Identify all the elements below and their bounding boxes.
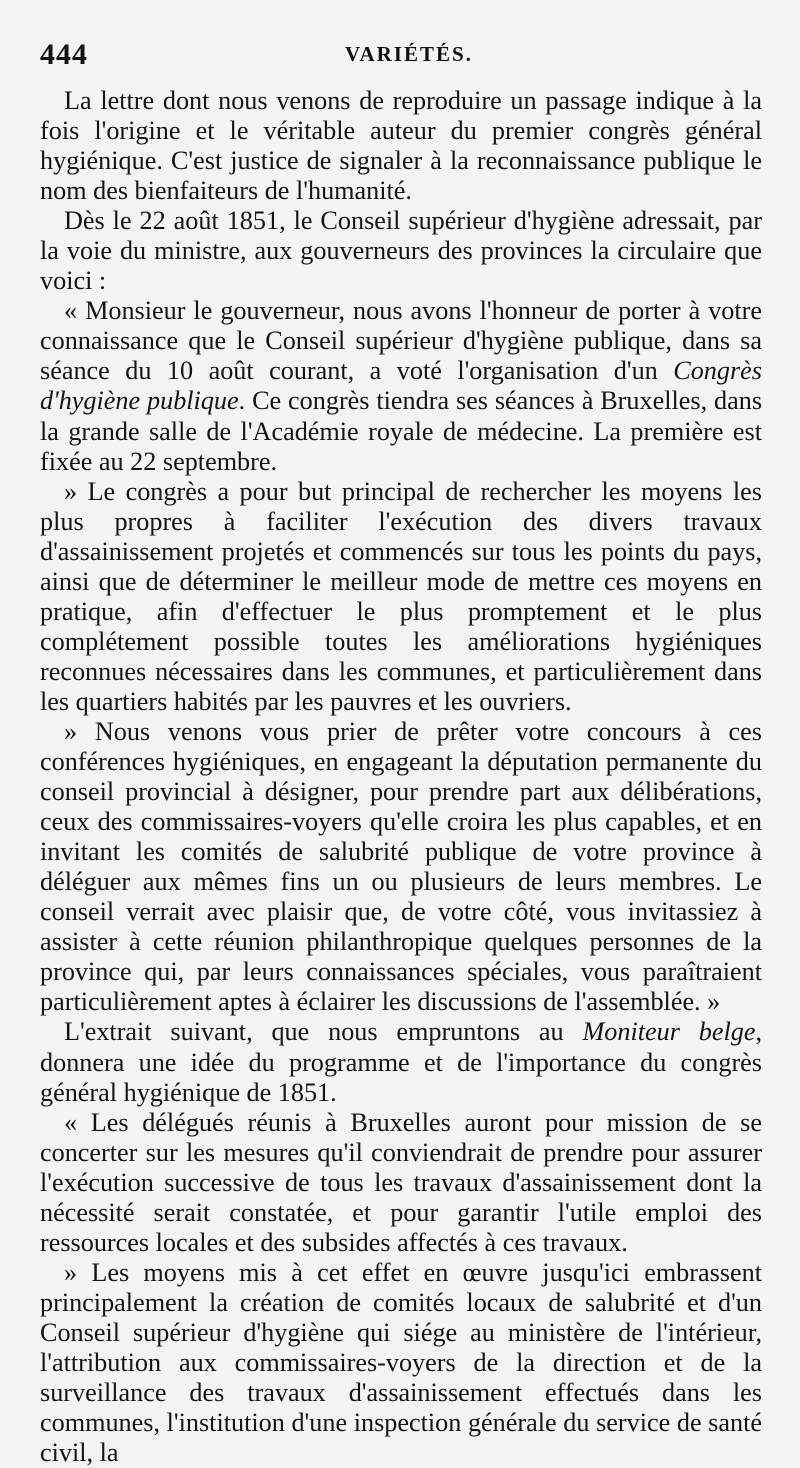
paragraph-6-italic-title: Moniteur belge: [582, 1017, 756, 1047]
paragraph-3: [40, 296, 762, 476]
paragraph-6-text-before: L'extrait suivant, que nous empruntons au: [64, 1017, 583, 1047]
running-head: VARIÉTÉS.: [345, 42, 473, 66]
paragraph-7: « Les délégués réunis à Bruxelles auront pour mission de se concerter sur les mesures qu'il conviendrait de prendre pour assurer l'exécution successive de tous les travaux d'assainissement dont la nécessité serait constatée, et pour garantir l'utile emploi des ressources locales et des subsides affectés à ces travaux.: [40, 1107, 762, 1257]
paragraph-8: » Les moyens mis à cet effet en œuvre jusqu'ici embrassent principalement la création de comités locaux de salubrité et d'un Conseil supérieur d'hygiène qui siége au ministère de l'intérieur, l'attribution aux commissaires-voyers de la direction et de la surveillance des travaux d'assainissement effectués dans les communes, l'institution d'une inspection générale du service de santé civil, la: [40, 1257, 762, 1468]
paragraph-4: » Le congrès a pour but principal de rechercher les moyens les plus propres à faciliter l'exécution des divers travaux d'assainissement projetés et commencés sur tous les points du pays, ainsi que de déterminer le meilleur mode de mettre ces moyens en pratique, afin d'effectuer le plus promptement et le plus complétement possible toutes les améliorations hygiéniques reconnues nécessaires dans les communes, et particulièrement dans les quartiers habités par les pauvres et les ouvriers.: [40, 476, 762, 716]
page-header: [40, 38, 760, 78]
paragraph-2: Dès le 22 août 1851, le Conseil supérieur d'hygiène adressait, par la voie du ministre, aux gouverneurs des provinces la circulaire que voici :: [40, 206, 762, 296]
paragraph-5: » Nous venons vous prier de prêter votre concours à ces conférences hygiéniques, en engageant la députation permanente du conseil provincial à désigner, pour prendre part aux délibérations, ceux des commissaires-voyers qu'elle croira les plus capables, et en invitant les comités de salubrité publique de votre province à déléguer aux mêmes fins un ou plusieurs de leurs membres. Le conseil verrait avec plaisir que, de votre côté, vous invitassiez à assister à cette réunion philanthropique quelques personnes de la province qui, par leurs connaissances spéciales, vous paraîtraient particulièrement aptes à éclairer les discussions de l'assemblée. »: [40, 716, 762, 1017]
paragraph-3-text-after: . Ce congrès tiendra ses séances à Bruxelles, dans la grande salle de l'Académie royale de médecine. La première est fixée au 22 septembre.: [40, 386, 763, 476]
paragraph-1: La lettre dont nous venons de reproduire un passage indique à la fois l'origine et le véritable auteur du premier congrès général hygiénique. C'est justice de signaler à la reconnaissance publique le nom des bienfaiteurs de l'humanité.: [40, 86, 762, 206]
page-number: 444: [40, 38, 88, 71]
paragraph-6-text-after: , donnera une idée du programme et de l'importance du congrès général hygiénique de 1851.: [40, 1017, 763, 1107]
paragraph-3-text-before: « Monsieur le gouverneur, nous avons l'honneur de porter à votre connaissance que le Conseil supérieur d'hygiène publique, dans sa séance du 10 août courant, a voté l'organisation d'un: [40, 296, 762, 386]
body-text: [40, 86, 762, 1468]
paragraph-6: [40, 1017, 762, 1107]
paragraph-3-italic-title: Congrès d'hygiène publique: [40, 356, 762, 416]
